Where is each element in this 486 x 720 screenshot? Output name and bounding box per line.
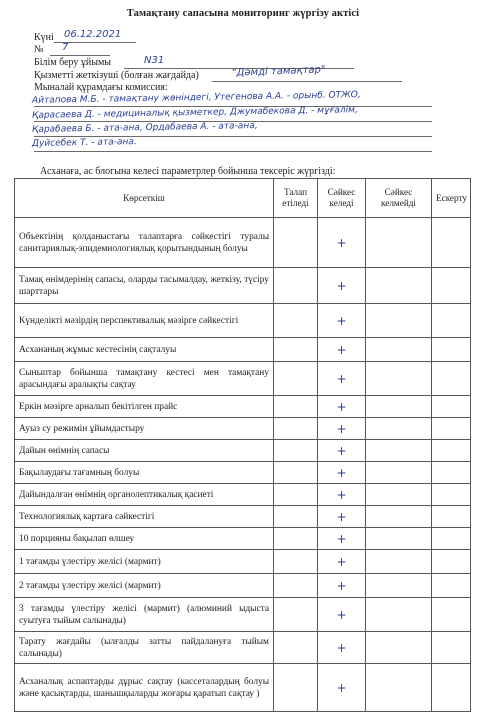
table-row (15, 574, 471, 598)
compliant-mark: + (318, 396, 366, 418)
indicator-cell: Бақылаудағы тағамның болуы (15, 462, 274, 484)
note-cell (432, 440, 471, 462)
commission-line-1: Айтапова М.Б. - тамақтану жөніндегі, Утегенова А.А. - орынб. ОТЖО, (31, 90, 361, 106)
indicator-cell: 10 порцияны бақылап өлшеу (15, 528, 274, 550)
note-cell (432, 218, 471, 268)
commission-line-3: Қарабаева Б. - ата-ана, Ордабаева А. - ата-ана, (31, 121, 258, 135)
indicator-cell: Дайындалған өнімнің органолептикалық қасиеті (15, 484, 274, 506)
required-cell (274, 598, 318, 632)
indicator-cell: Ауыз су режимін ұйымдастыру (15, 418, 274, 440)
required-cell (274, 268, 318, 304)
compliant-mark: + (318, 218, 366, 268)
compliant-mark: + (318, 304, 366, 338)
table-header-row (15, 179, 471, 218)
noncompliant-cell (366, 396, 432, 418)
noncompliant-cell (366, 440, 432, 462)
table-row (15, 218, 471, 268)
header-compliant: Сәйкес келеді (318, 179, 366, 218)
required-cell (274, 362, 318, 396)
compliant-mark: + (318, 462, 366, 484)
compliant-mark: + (318, 418, 366, 440)
noncompliant-cell (366, 462, 432, 484)
noncompliant-cell (366, 506, 432, 528)
note-cell (432, 598, 471, 632)
compliant-mark: + (318, 440, 366, 462)
commission-label: Мыналай құрамдағы комиссия: (34, 82, 168, 93)
header-indicator: Көрсеткіш (15, 179, 274, 218)
indicator-cell: Тамақ өнімдерінің сапасы, оларды тасымалдау, жеткізу, түсіру шарттары (15, 268, 274, 304)
compliant-mark: + (318, 574, 366, 598)
monitoring-table (14, 178, 471, 712)
note-cell (432, 506, 471, 528)
noncompliant-cell (366, 632, 432, 664)
commission-underline-4 (34, 151, 432, 152)
table-row (15, 528, 471, 550)
required-cell (274, 574, 318, 598)
note-cell (432, 418, 471, 440)
indicator-cell: 3 тағамды үлестіру желісі (мармит) (алюминий ыдыста суытуға тыйым салынады) (15, 598, 274, 632)
noncompliant-cell (366, 574, 432, 598)
noncompliant-cell (366, 218, 432, 268)
required-cell (274, 664, 318, 712)
compliant-mark: + (318, 664, 366, 712)
table-row (15, 418, 471, 440)
table-body (15, 218, 471, 712)
supplier-value: "Дәмді тамақтар" (231, 64, 326, 79)
header-required: Талап етіледі (274, 179, 318, 218)
supplier-label: Қызметті жеткізуші (болған жағдайда) (34, 70, 199, 81)
required-cell (274, 632, 318, 664)
table-row (15, 440, 471, 462)
required-cell (274, 528, 318, 550)
indicator-cell: Технологиялық картаға сәйкестігі (15, 506, 274, 528)
table-row (15, 598, 471, 632)
number-underline (50, 55, 110, 56)
compliant-mark: + (318, 362, 366, 396)
header-note: Ескерту (432, 179, 471, 218)
table-row (15, 484, 471, 506)
note-cell (432, 484, 471, 506)
required-cell (274, 396, 318, 418)
noncompliant-cell (366, 338, 432, 362)
noncompliant-cell (366, 484, 432, 506)
table-row (15, 462, 471, 484)
commission-line-4: Дуйсебек Т. - ата-ана. (31, 137, 137, 149)
indicator-cell: 1 тағамды үлестіру желісі (мармит) (15, 550, 274, 574)
note-cell (432, 664, 471, 712)
note-cell (432, 462, 471, 484)
table-row (15, 362, 471, 396)
required-cell (274, 462, 318, 484)
date-label: Күні (34, 32, 54, 43)
noncompliant-cell (366, 362, 432, 396)
required-cell (274, 550, 318, 574)
compliant-mark: + (318, 268, 366, 304)
note-cell (432, 550, 471, 574)
note-cell (432, 362, 471, 396)
table-row (15, 304, 471, 338)
note-cell (432, 304, 471, 338)
indicator-cell: Еркін мәзірге арналып бекітілген прайс (15, 396, 274, 418)
table-row (15, 664, 471, 712)
indicator-cell: Объектінің қолданыстағы талаптарға сәйкестігі туралы санитариялық-эпидемиологиялық қорытындының болуы (15, 218, 274, 268)
required-cell (274, 440, 318, 462)
table-row (15, 506, 471, 528)
compliant-mark: + (318, 506, 366, 528)
required-cell (274, 484, 318, 506)
note-cell (432, 574, 471, 598)
noncompliant-cell (366, 304, 432, 338)
commission-line-2: Қарасаева Д. - медициналық қызметкер, Джумабекова Д. - мұғалім, (31, 105, 358, 121)
table-row (15, 396, 471, 418)
table-row (15, 550, 471, 574)
indicator-cell: Асхананың жұмыс кестесінің сақталуы (15, 338, 274, 362)
noncompliant-cell (366, 598, 432, 632)
required-cell (274, 218, 318, 268)
required-cell (274, 338, 318, 362)
indicator-cell: Асханалық аспаптарды дұрыс сақтау (кассеталардың болуы және қасықтарды, шанышқыларды жоғары қаратып сақтау ) (15, 664, 274, 712)
school-label: Білім беру ұйымы (34, 57, 111, 68)
supplier-underline (212, 81, 402, 82)
note-cell (432, 396, 471, 418)
compliant-mark: + (318, 484, 366, 506)
required-cell (274, 418, 318, 440)
number-value: 7 (62, 42, 69, 53)
indicator-cell: Тарату жағдайы (ылғалды затты пайдалануға тыйым салынады) (15, 632, 274, 664)
compliant-mark: + (318, 632, 366, 664)
date-value: 06.12.2021 (64, 29, 122, 40)
note-cell (432, 632, 471, 664)
intro-text: Асханаға, ас блогына келесі параметрлер бойынша тексеріс жүргізді: (40, 166, 336, 177)
note-cell (432, 268, 471, 304)
note-cell (432, 528, 471, 550)
table-row (15, 632, 471, 664)
note-cell (432, 338, 471, 362)
document-title: Тамақтану сапасына мониторинг жүргізу актісі (126, 8, 360, 19)
noncompliant-cell (366, 664, 432, 712)
indicator-cell: Дайын өнімнің сапасы (15, 440, 274, 462)
indicator-cell: Сыныптар бойынша тамақтану кестесі мен тамақтану арасындағы аралықты сақтау (15, 362, 274, 396)
noncompliant-cell (366, 550, 432, 574)
compliant-mark: + (318, 598, 366, 632)
compliant-mark: + (318, 338, 366, 362)
required-cell (274, 304, 318, 338)
compliant-mark: + (318, 528, 366, 550)
required-cell (274, 506, 318, 528)
noncompliant-cell (366, 418, 432, 440)
noncompliant-cell (366, 268, 432, 304)
table-row (15, 338, 471, 362)
indicator-cell: 2 тағамды үлестіру желісі (мармит) (15, 574, 274, 598)
noncompliant-cell (366, 528, 432, 550)
compliant-mark: + (318, 550, 366, 574)
table-row (15, 268, 471, 304)
number-label: № (34, 44, 44, 55)
indicator-cell: Күнделікті мәзірдің перспективалық мәзірге сәйкестігі (15, 304, 274, 338)
school-value: N31 (144, 55, 165, 66)
header-noncompliant: Сәйкес келмейді (366, 179, 432, 218)
